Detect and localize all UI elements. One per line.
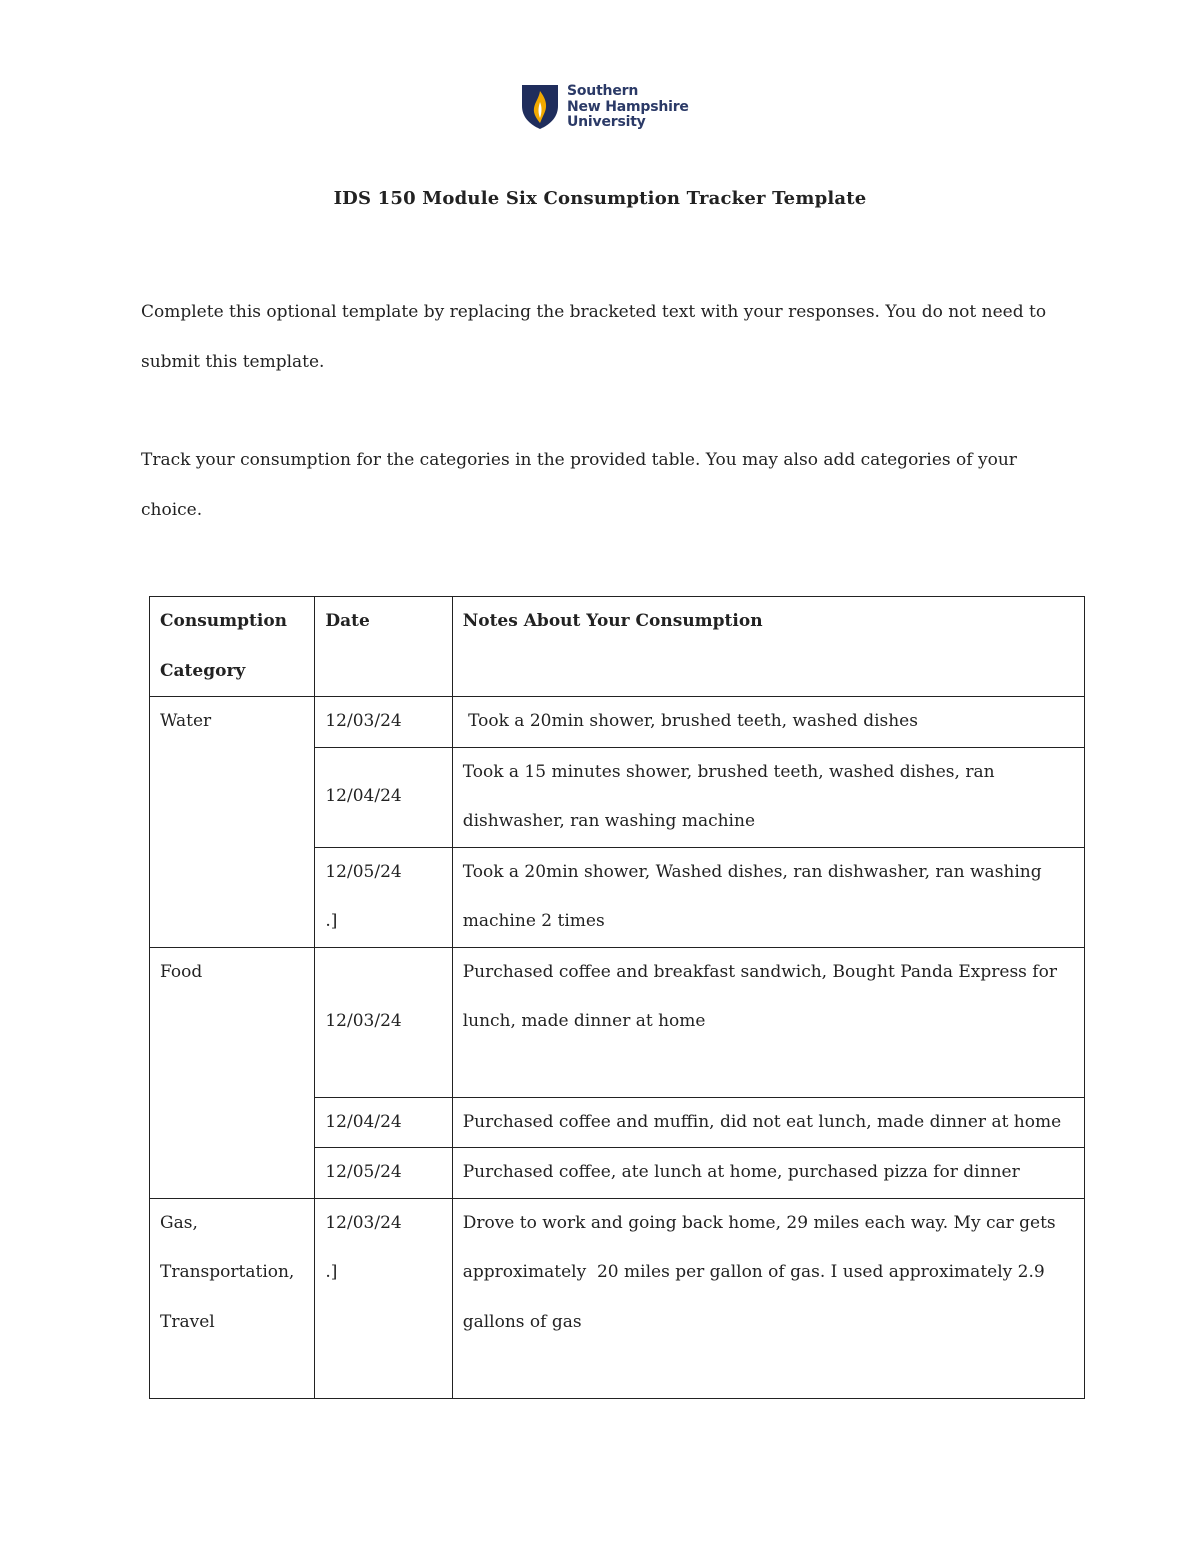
university-name-line-1: Southern	[567, 83, 639, 99]
date-cell: 12/03/24	[315, 947, 452, 1097]
date-cell: 12/04/24	[315, 747, 452, 847]
notes-cell: Took a 15 minutes shower, brushed teeth, washed dishes, ran dishwasher, ran washing machine	[452, 747, 1084, 847]
date-cell: 12/05/24 .]	[315, 847, 452, 947]
notes-cell: Drove to work and going back home, 29 miles each way. My car gets approximately 20 miles per gallon of gas. I used approximately 2.9 gallons of gas	[452, 1198, 1084, 1398]
table-row	[150, 697, 1085, 748]
university-name-line-3: University	[567, 114, 646, 130]
category-cell: Gas, Transportation, Travel	[150, 1198, 315, 1398]
university-name-line-2: New Hampshire	[567, 98, 689, 115]
consumption-table	[149, 596, 1085, 1399]
date-cell: 12/03/24 .]	[315, 1198, 452, 1398]
table-header-row	[150, 597, 1085, 697]
table-row	[150, 1198, 1085, 1398]
notes-cell: Purchased coffee, ate lunch at home, purchased pizza for dinner	[452, 1148, 1084, 1199]
date-cell: 12/05/24	[315, 1148, 452, 1199]
instructions-paragraph: Complete this optional template by replacing the bracketed text with your responses. You do not need to submit this template.	[141, 302, 1047, 372]
snhu-flame-shield-icon	[521, 84, 559, 130]
category-cell: Water	[150, 697, 315, 948]
table-row	[150, 947, 1085, 1097]
header-date: Date	[315, 597, 452, 697]
university-name	[567, 84, 689, 131]
header-consumption-category: Consumption Category	[150, 597, 315, 697]
date-cell: 12/03/24	[315, 697, 452, 748]
notes-cell: Purchased coffee and breakfast sandwich, Bought Panda Express for lunch, made dinner at home	[452, 947, 1084, 1097]
category-cell: Food	[150, 947, 315, 1198]
date-cell: 12/04/24	[315, 1097, 452, 1148]
university-logo	[521, 84, 689, 131]
document-title: IDS 150 Module Six Consumption Tracker Template	[333, 188, 867, 209]
notes-cell: Purchased coffee and muffin, did not eat lunch, made dinner at home	[452, 1097, 1084, 1148]
tracking-paragraph: Track your consumption for the categories in the provided table. You may also add categories of your choice.	[141, 450, 1017, 520]
header-notes: Notes About Your Consumption	[452, 597, 1084, 697]
notes-cell: Took a 20min shower, brushed teeth, washed dishes	[452, 697, 1084, 748]
notes-cell: Took a 20min shower, Washed dishes, ran dishwasher, ran washing machine 2 times	[452, 847, 1084, 947]
